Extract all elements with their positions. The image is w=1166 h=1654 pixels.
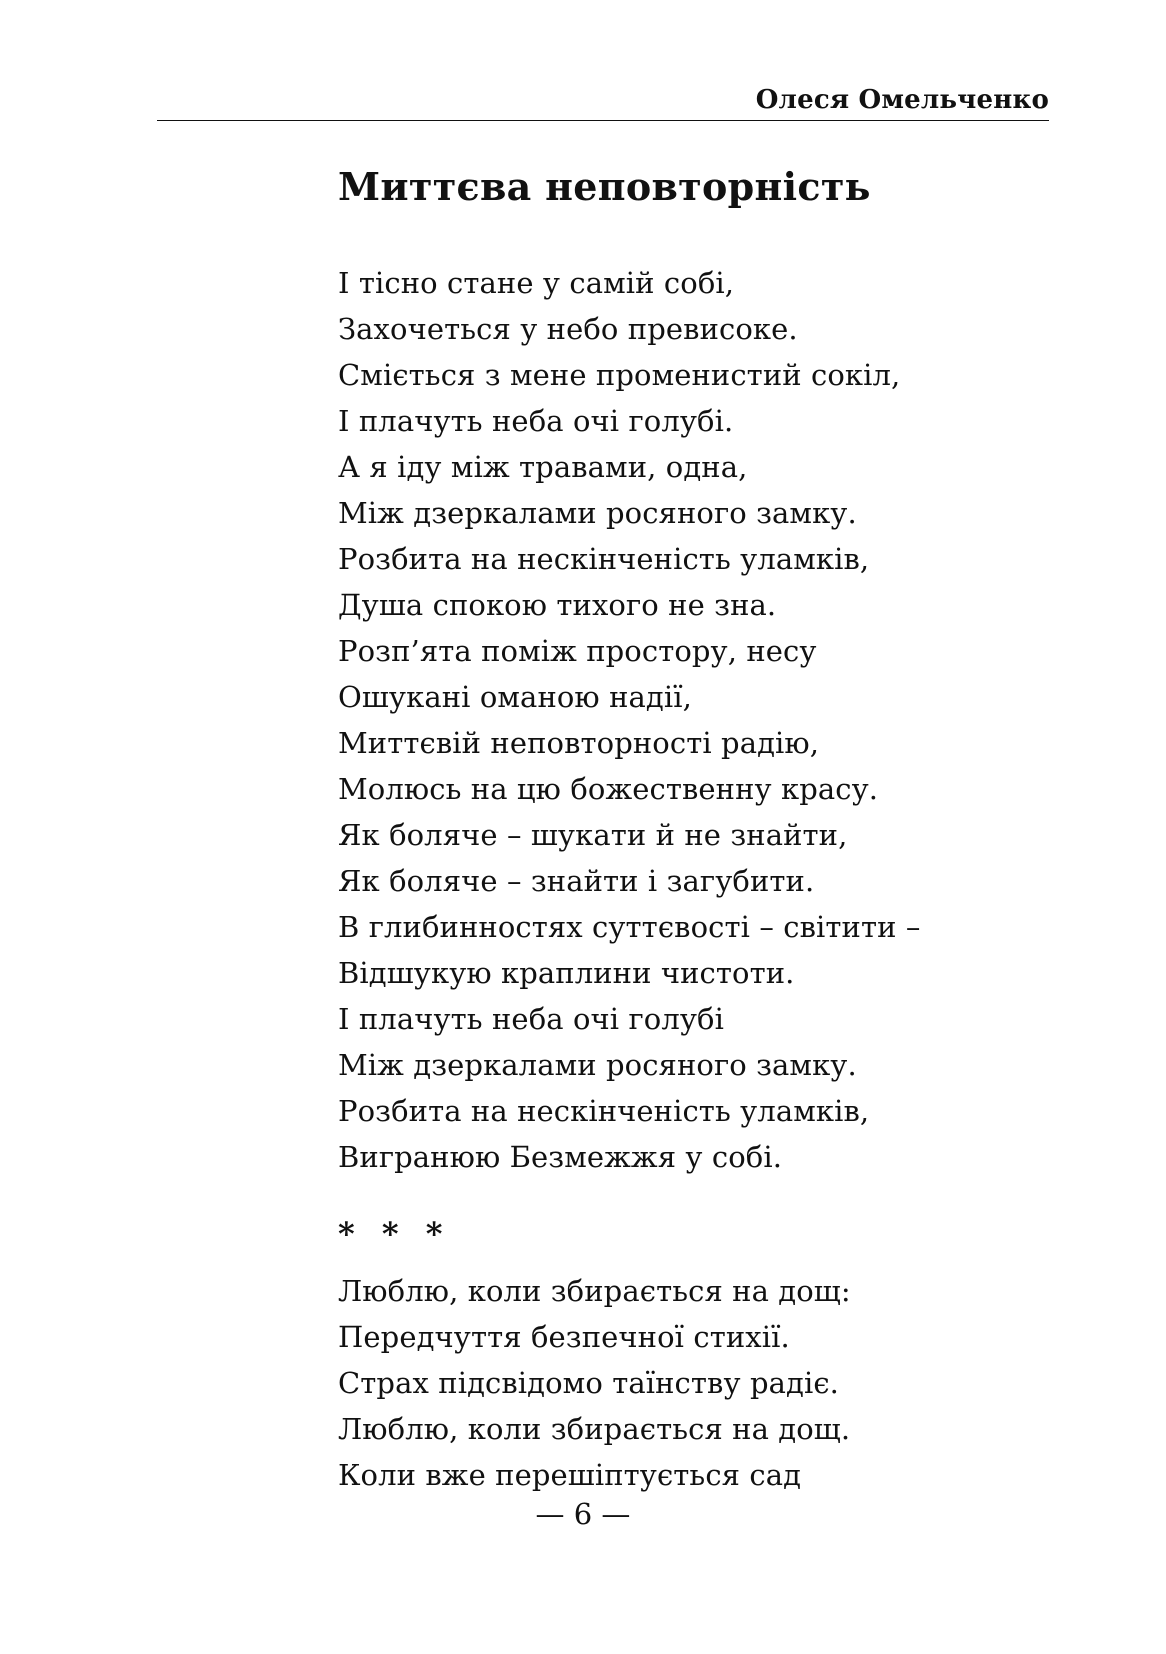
running-header (157, 84, 1049, 121)
poem-line: Коли вже перешіптується сад (338, 1458, 802, 1492)
poem-line: Як боляче – знайти і загубити. (338, 864, 815, 898)
poem-line: Ошукані оманою надії, (338, 680, 692, 714)
poem-line: Розбита на нескінченість уламків, (338, 542, 870, 576)
poem-line: В глибинностях суттєвості – світити – (338, 910, 921, 944)
poem-line: Між дзеркалами росяного замку. (338, 496, 857, 530)
poem-body (338, 260, 920, 1180)
poem-line: І плачуть неба очі голубі (338, 1002, 724, 1036)
author-name: Олеся Омельченко (755, 85, 1049, 115)
poem-line: Люблю, коли збирається на дощ. (338, 1412, 851, 1446)
poem-line: І плачуть неба очі голубі. (338, 404, 734, 438)
poem-line: Розп’ята поміж простору, несу (338, 634, 817, 668)
second-poem-body (338, 1268, 851, 1498)
poem-line: Страх підсвідомо таїнству радіє. (338, 1366, 839, 1400)
poem-line: Сміється з мене променистий сокіл, (338, 358, 901, 392)
poem-line: Люблю, коли збирається на дощ: (338, 1274, 851, 1308)
poem-line: Передчуття безпечної стихії. (338, 1320, 790, 1354)
poem-line: Вигранюю Безмежжя у собі. (338, 1140, 783, 1174)
poem-line: Миттєвій неповторності радію, (338, 726, 820, 760)
poem-line: Відшукую краплини чистоти. (338, 956, 795, 990)
poem-line: Розбита на нескінченість уламків, (338, 1094, 870, 1128)
poem-line: Між дзеркалами росяного замку. (338, 1048, 857, 1082)
poem-line: Як боляче – шукати й не знайти, (338, 818, 848, 852)
poem-line: А я іду між травами, одна, (338, 450, 748, 484)
page-number: — 6 — (535, 1497, 631, 1531)
poem-title: Миттєва неповторність (338, 164, 871, 209)
poem-line: І тісно стане у самій собі, (338, 266, 735, 300)
poem-line: Захочеться у небо превисоке. (338, 312, 798, 346)
poem-line: Молюсь на цю божественну красу. (338, 772, 879, 806)
section-separator: * * * (338, 1215, 451, 1253)
poem-line: Душа спокою тихого не зна. (338, 588, 777, 622)
